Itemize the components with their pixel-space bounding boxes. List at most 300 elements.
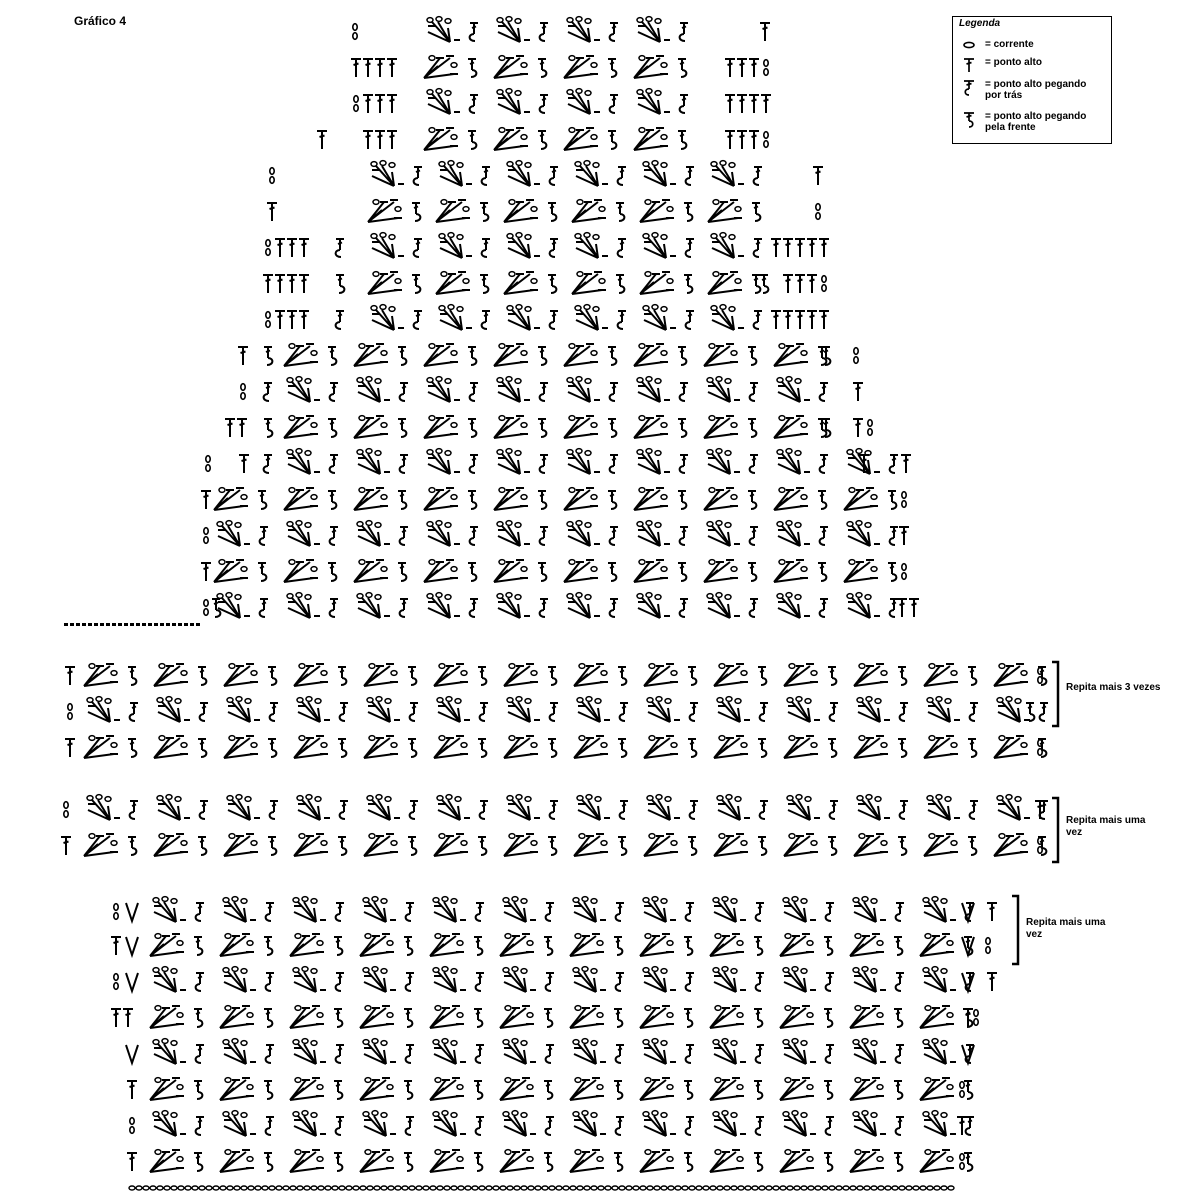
base-chain (899, 1186, 905, 1190)
row-19-fan-12 (924, 736, 958, 758)
row-22-fan-4 (433, 897, 466, 922)
row-2-right-stitch-0 (725, 95, 735, 113)
chain-dash (178, 623, 182, 626)
row-24-left-stitch-0 (114, 974, 118, 990)
row-8-post-3 (618, 311, 626, 329)
row-5-post-4 (684, 203, 692, 221)
row-24-fan-10 (853, 967, 886, 992)
row-28-fan-1 (223, 1111, 256, 1136)
row-13-fan-4 (494, 488, 528, 510)
row-12-fan-6 (707, 449, 740, 474)
row-1-fan-2 (564, 56, 598, 78)
row-28-fan-0 (153, 1111, 186, 1136)
chain-dash (148, 623, 152, 626)
legend-label-chain: = corrente (985, 39, 1034, 50)
base-chain (864, 1186, 870, 1190)
row-3-right-stitch-2 (749, 131, 759, 149)
base-chain (829, 1186, 835, 1190)
row-18-post-11 (900, 703, 908, 721)
base-chain (143, 1186, 149, 1190)
row-16-fan-8 (777, 593, 810, 618)
row-4-post-4 (686, 167, 694, 185)
base-chain (514, 1186, 520, 1190)
base-chain (801, 1186, 807, 1190)
row-1-post-2 (608, 59, 616, 77)
row-21-post-12 (968, 837, 976, 855)
chain-dash (166, 623, 170, 626)
row-25-post-5 (544, 1009, 552, 1027)
row-24-fan-4 (433, 967, 466, 992)
row-8-post-4 (686, 311, 694, 329)
row-14-left-stitch-0 (204, 528, 208, 544)
row-20-fan-8 (647, 795, 680, 820)
row-26-fan-2 (293, 1039, 326, 1064)
row-15-post-0 (258, 563, 266, 581)
row-9-right-stitch-1 (854, 348, 858, 364)
base-chain (311, 1186, 317, 1190)
row-22-fan-10 (853, 897, 886, 922)
row-7-right-stitch-1 (783, 275, 793, 293)
chain-dash (88, 623, 92, 626)
base-chain (773, 1186, 779, 1190)
row-20-fan-9 (717, 795, 750, 820)
row-19-fan-4 (364, 736, 398, 758)
row-10-post-5 (680, 383, 688, 401)
row-16-fan-6 (637, 593, 670, 618)
row-8-post-1 (482, 311, 490, 329)
chain-dash (118, 623, 122, 626)
row-21-post-9 (758, 837, 766, 855)
row-27-fan-0 (150, 1078, 184, 1100)
row-20-fan-7 (577, 795, 610, 820)
row-14-fan-2 (357, 521, 390, 546)
row-21-post-2 (268, 837, 276, 855)
base-chain (857, 1186, 863, 1190)
row-26-post-1 (266, 1045, 274, 1063)
row-26-fan-4 (433, 1039, 466, 1064)
row-21-post-7 (618, 837, 626, 855)
row-29-fan-7 (640, 1150, 674, 1172)
row-7-post-1 (480, 275, 488, 293)
row-19-fan-6 (504, 736, 538, 758)
row-8-right-stitch-2 (795, 311, 805, 329)
row-14-post-8 (820, 527, 828, 545)
row-29-post-9 (824, 1153, 832, 1171)
base-chain (444, 1186, 450, 1190)
row-28-post-0 (196, 1117, 204, 1135)
base-chain (948, 1186, 954, 1190)
row-29-post-2 (334, 1153, 342, 1171)
row-28-post-1 (266, 1117, 274, 1135)
row-19-post-6 (548, 739, 556, 757)
row-24-post-5 (546, 973, 554, 991)
row-19-post-3 (338, 739, 346, 757)
row-9-fan-5 (634, 344, 668, 366)
row-8-fan-0 (371, 305, 404, 330)
row-6-fan-3 (575, 233, 608, 258)
row-16-fan-0 (217, 593, 250, 618)
row-27-fan-3 (360, 1078, 394, 1100)
row-20-post-3 (340, 801, 348, 819)
row-20-post-5 (480, 801, 488, 819)
base-chain (836, 1186, 842, 1190)
row-18-fan-9 (717, 697, 750, 722)
row-13-post-4 (538, 491, 546, 509)
row-12-post-3 (540, 455, 548, 473)
base-chain (206, 1186, 212, 1190)
row-8-right-stitch-4 (819, 311, 829, 329)
base-chain (486, 1186, 492, 1190)
row-6-left-stitch-4 (336, 239, 344, 257)
row-25-post-0 (194, 1009, 202, 1027)
row-17-fan-13 (994, 664, 1028, 686)
row-23-post-6 (614, 937, 622, 955)
base-chain (815, 1186, 821, 1190)
row-20-fan-13 (997, 795, 1030, 820)
row-18-post-5 (480, 703, 488, 721)
row-7-fan-2 (504, 272, 538, 294)
row-14-right-stitch-0 (899, 527, 909, 545)
row-17-post-11 (898, 667, 906, 685)
row-8-left-stitch-3 (299, 311, 309, 329)
row-9-post-2 (468, 347, 476, 365)
row-4-fan-3 (575, 161, 608, 186)
row-18-fan-6 (507, 697, 540, 722)
row-19-fan-1 (154, 736, 188, 758)
row-28-fan-2 (293, 1111, 326, 1136)
row-28-fan-6 (573, 1111, 606, 1136)
row-9-left-stitch-0 (238, 347, 248, 365)
row-5-post-5 (752, 203, 760, 221)
row-28-fan-5 (503, 1111, 536, 1136)
row-7-post-0 (412, 275, 420, 293)
base-chain (598, 1186, 604, 1190)
base-chain (808, 1186, 814, 1190)
row-9-post-6 (748, 347, 756, 365)
row-6-left-stitch-0 (266, 240, 270, 256)
row-18-post-13 (1040, 703, 1048, 721)
row-28-post-9 (826, 1117, 834, 1135)
row-29-post-1 (264, 1153, 272, 1171)
row-17-fan-10 (784, 664, 818, 686)
base-chain (528, 1186, 534, 1190)
row-22-post-3 (406, 903, 414, 921)
row-12-left-stitch-1 (239, 455, 249, 473)
row-24-fan-11 (923, 967, 956, 992)
row-5-fan-1 (436, 200, 470, 222)
base-chain (171, 1186, 177, 1190)
row-25-fan-8 (710, 1006, 744, 1028)
row-7-right-stitch-2 (795, 275, 805, 293)
chain-dash (100, 623, 104, 626)
row-17-fan-0 (84, 664, 118, 686)
row-14-fan-3 (427, 521, 460, 546)
base-chain (199, 1186, 205, 1190)
base-chain (255, 1186, 261, 1190)
row-6-post-0 (414, 239, 422, 257)
row-21-fan-13 (994, 834, 1028, 856)
row-19-fan-10 (784, 736, 818, 758)
row-0-fan-3 (637, 17, 670, 42)
base-chain (668, 1186, 674, 1190)
row-16-fan-7 (707, 593, 740, 618)
row-17-post-8 (688, 667, 696, 685)
base-chain (850, 1186, 856, 1190)
row-29-post-4 (474, 1153, 482, 1171)
row-12-fan-0 (287, 449, 320, 474)
row-27-post-5 (544, 1081, 552, 1099)
row-10-fan-1 (357, 377, 390, 402)
row-13-fan-0 (214, 488, 248, 510)
base-chain (409, 1186, 415, 1190)
row-22-fan-3 (363, 897, 396, 922)
chain-dash (82, 623, 86, 626)
row-29-fan-5 (500, 1150, 534, 1172)
row-19-fan-5 (434, 736, 468, 758)
row-24-fan-3 (363, 967, 396, 992)
base-chain (507, 1186, 513, 1190)
base-chain (234, 1186, 240, 1190)
row-11-fan-1 (354, 416, 388, 438)
row-7-fan-0 (368, 272, 402, 294)
row-1-fan-1 (494, 56, 528, 78)
row-14-post-2 (400, 527, 408, 545)
row-29-fan-4 (430, 1150, 464, 1172)
row-19-post-11 (898, 739, 906, 757)
row-3-post-3 (678, 131, 686, 149)
row-6-post-1 (482, 239, 490, 257)
chain-dash (184, 623, 188, 626)
row-20-fan-2 (227, 795, 260, 820)
row-2-fan-0 (427, 89, 460, 114)
row-16-post-5 (610, 599, 618, 617)
row-20-post-12 (970, 801, 978, 819)
row-26-fan-5 (503, 1039, 536, 1064)
base-chain (185, 1186, 191, 1190)
row-12-left-stitch-0 (206, 456, 210, 472)
row-6-right-stitch-4 (819, 239, 829, 257)
base-chain (843, 1186, 849, 1190)
row-15-fan-0 (214, 560, 248, 582)
row-6-fan-2 (507, 233, 540, 258)
row-0-left-stitch-0 (353, 24, 357, 40)
row-25-post-1 (264, 1009, 272, 1027)
base-chain (556, 1186, 562, 1190)
row-4-fan-5 (711, 161, 744, 186)
row-4-post-3 (618, 167, 626, 185)
row-24-post-0 (196, 973, 204, 991)
row-9-left-stitch-1 (264, 347, 272, 365)
row-15-fan-6 (634, 560, 668, 582)
base-chain (304, 1186, 310, 1190)
row-2-right-stitch-2 (749, 95, 759, 113)
base-chain (360, 1186, 366, 1190)
row-21-post-10 (828, 837, 836, 855)
row-22-fan-1 (223, 897, 256, 922)
row-25-post-8 (754, 1009, 762, 1027)
repeat-bracket-1 (1052, 662, 1058, 726)
row-7-left-stitch-2 (287, 275, 297, 293)
row-12-fan-5 (637, 449, 670, 474)
row-29-post-5 (544, 1153, 552, 1171)
row-15-fan-1 (284, 560, 318, 582)
row-23-left-stitch-0 (111, 937, 121, 955)
row-7-post-4 (684, 275, 692, 293)
row-11-right-stitch-1 (853, 419, 863, 437)
row-22-post-10 (896, 903, 904, 921)
base-chain (192, 1186, 198, 1190)
row-18-post-3 (340, 703, 348, 721)
row-16-post-0 (260, 599, 268, 617)
row-23-fan-7 (640, 934, 674, 956)
row-19-fan-13 (994, 736, 1028, 758)
base-chain (941, 1186, 947, 1190)
row-18-fan-13 (997, 697, 1030, 722)
row-17-fan-8 (644, 664, 678, 686)
row-15-post-6 (678, 563, 686, 581)
row-9-fan-4 (564, 344, 598, 366)
base-chain (689, 1186, 695, 1190)
row-21-fan-7 (574, 834, 608, 856)
row-6-post-3 (618, 239, 626, 257)
row-22-post-8 (756, 903, 764, 921)
row-3-left-stitch-1 (363, 131, 373, 149)
row-10-post-2 (470, 383, 478, 401)
row-27-post-4 (474, 1081, 482, 1099)
row-12-post-6 (750, 455, 758, 473)
row-18-post-8 (690, 703, 698, 721)
base-chain (458, 1186, 464, 1190)
row-8-post-0 (414, 311, 422, 329)
row-22-right-stitch-0 (962, 903, 974, 921)
base-chain (241, 1186, 247, 1190)
row-1-fan-0 (424, 56, 458, 78)
row-28-post-5 (546, 1117, 554, 1135)
base-chain (549, 1186, 555, 1190)
row-21-fan-2 (224, 834, 258, 856)
base-chain (465, 1186, 471, 1190)
row-0-post-0 (470, 23, 478, 41)
base-chain (248, 1186, 254, 1190)
base-chain (402, 1186, 408, 1190)
base-chain (591, 1186, 597, 1190)
row-16-post-2 (400, 599, 408, 617)
row-27-post-6 (614, 1081, 622, 1099)
row-2-fan-2 (567, 89, 600, 114)
row-26-fan-9 (783, 1039, 816, 1064)
row-7-left-stitch-3 (299, 275, 309, 293)
legend-label-double-crochet: = ponto alto (985, 57, 1042, 68)
row-15-fan-8 (774, 560, 808, 582)
row-27-fan-10 (850, 1078, 884, 1100)
row-23-left-stitch-1 (126, 937, 138, 955)
row-2-post-1 (540, 95, 548, 113)
row-26-fan-11 (923, 1039, 956, 1064)
base-chain (619, 1186, 625, 1190)
legend-label-front-post: = ponto alto pegando pela frente (985, 111, 1087, 133)
repeat-bracket-3 (1012, 896, 1018, 964)
row-15-post-2 (398, 563, 406, 581)
row-21-fan-8 (644, 834, 678, 856)
row-16-post-9 (890, 599, 898, 617)
row-15-post-7 (748, 563, 756, 581)
row-24-post-2 (336, 973, 344, 991)
base-chain (367, 1186, 373, 1190)
base-chain (479, 1186, 485, 1190)
base-chain (934, 1186, 940, 1190)
row-6-post-5 (754, 239, 762, 257)
row-21-left-stitch-0 (61, 837, 71, 855)
row-22-fan-5 (503, 897, 536, 922)
row-24-fan-2 (293, 967, 326, 992)
row-11-fan-5 (634, 416, 668, 438)
row-16-fan-2 (357, 593, 390, 618)
row-2-right-stitch-3 (761, 95, 771, 113)
row-18-fan-11 (857, 697, 890, 722)
row-19-post-4 (408, 739, 416, 757)
row-28-fan-11 (923, 1111, 956, 1136)
chain-dash (76, 623, 80, 626)
row-13-fan-2 (354, 488, 388, 510)
row-17-fan-5 (434, 664, 468, 686)
base-chain (353, 1186, 359, 1190)
row-10-fan-4 (567, 377, 600, 402)
row-26-post-10 (896, 1045, 904, 1063)
row-1-left-stitch-1 (363, 59, 373, 77)
row-16-post-1 (330, 599, 338, 617)
row-3-right-stitch-0 (725, 131, 735, 149)
row-29-fan-8 (710, 1150, 744, 1172)
row-10-post-1 (400, 383, 408, 401)
row-8-right-stitch-3 (807, 311, 817, 329)
row-19-post-7 (618, 739, 626, 757)
row-0-fan-1 (497, 17, 530, 42)
row-11-post-1 (398, 419, 406, 437)
row-20-post-4 (410, 801, 418, 819)
base-chain (927, 1186, 933, 1190)
row-18-fan-4 (367, 697, 400, 722)
row-27-fan-9 (780, 1078, 814, 1100)
row-25-fan-10 (850, 1006, 884, 1028)
row-27-post-9 (824, 1081, 832, 1099)
row-11-post-0 (328, 419, 336, 437)
row-5-post-2 (548, 203, 556, 221)
base-chain (227, 1186, 233, 1190)
row-28-post-11 (966, 1117, 974, 1135)
row-4-fan-1 (439, 161, 472, 186)
row-27-fan-1 (220, 1078, 254, 1100)
row-22-post-7 (686, 903, 694, 921)
row-25-left-stitch-0 (111, 1009, 121, 1027)
row-23-fan-8 (710, 934, 744, 956)
row-29-fan-1 (220, 1150, 254, 1172)
row-13-post-2 (398, 491, 406, 509)
row-18-left-stitch-0 (68, 704, 72, 720)
row-20-fan-0 (87, 795, 120, 820)
row-12-fan-3 (497, 449, 530, 474)
row-25-fan-0 (150, 1006, 184, 1028)
row-3-right-stitch-1 (737, 131, 747, 149)
row-21-post-8 (688, 837, 696, 855)
row-29-post-7 (684, 1153, 692, 1171)
row-27-fan-7 (640, 1078, 674, 1100)
row-3-left-stitch-2 (375, 131, 385, 149)
row-26-post-2 (336, 1045, 344, 1063)
row-13-post-6 (678, 491, 686, 509)
row-12-post-1 (400, 455, 408, 473)
row-16-fan-1 (287, 593, 320, 618)
row-23-fan-5 (500, 934, 534, 956)
